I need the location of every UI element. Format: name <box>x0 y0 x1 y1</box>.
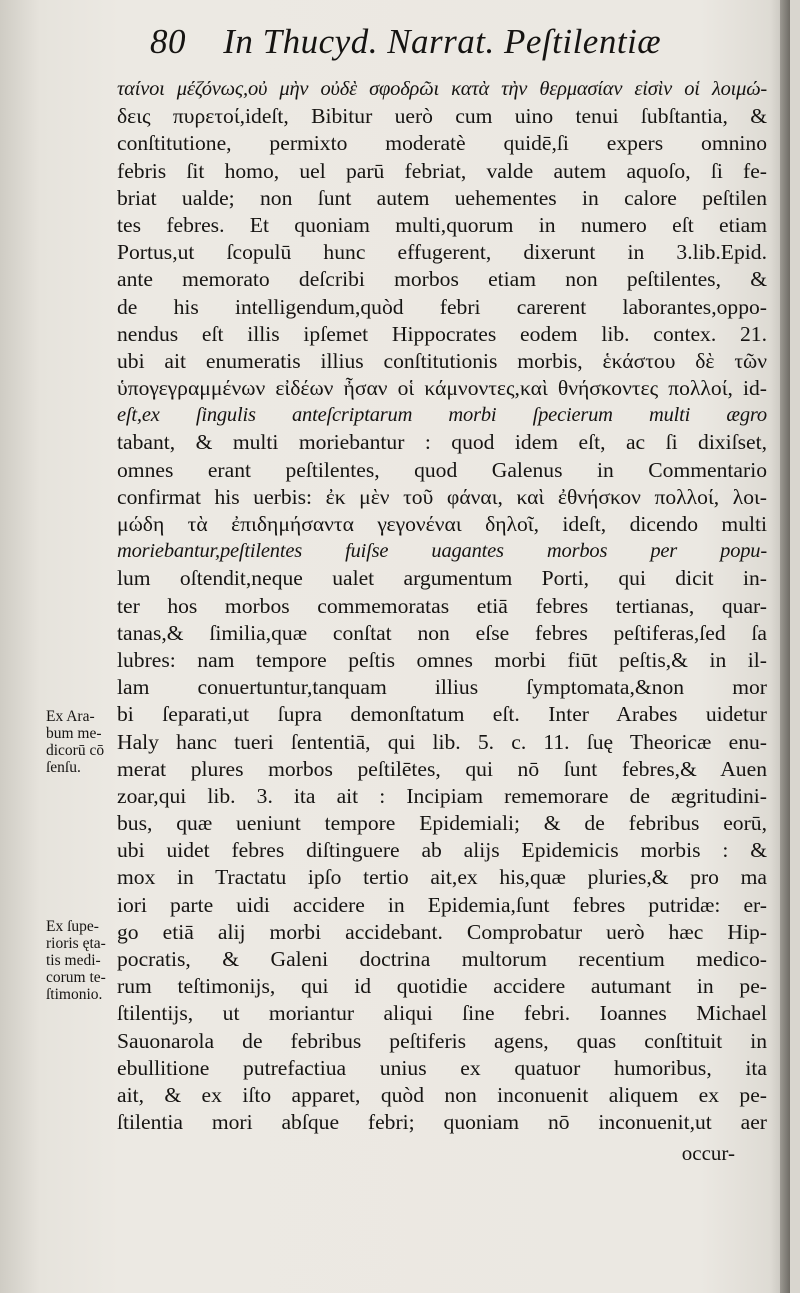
marginal-note-line: dicorū cō <box>46 742 105 759</box>
text-line: ſtilentia mori abſque febri; quoniam nō inconuenit,ut aer <box>117 1110 767 1135</box>
page-number: 80 <box>150 22 186 61</box>
text-line: nendus eſt illis ipſemet Hippocrates eodem lib. contex. 21. <box>117 321 767 346</box>
text-line: moriebantur,peſtilentes fuiſse uagantes morbos per popu- <box>117 540 767 563</box>
text-line: omnes erant peſtilentes, quod Galenus in Commentario <box>117 457 767 482</box>
text-line: febris ſit homo, uel parū febriat, valde autem aquoſo, ſi fe- <box>117 158 767 183</box>
text-line: lam conuertuntur,tanquam illius ſymptomata,&non mor <box>117 675 767 700</box>
text-line: de his intelligendum,quòd febri carerent laborantes,oppo- <box>117 294 767 319</box>
marginal-note-line: ſenſu. <box>46 759 81 776</box>
marginal-note-line: rioris ęta- <box>46 935 106 952</box>
text-line: bus, quæ ueniunt tempore Epidemiali; & de febribus eorū, <box>117 811 767 836</box>
text-line: ſtilentijs, ut moriantur aliqui ſine febri. Ioannes Michael <box>117 1001 767 1026</box>
text-line: tabant, & multi moriebantur : quod idem eſt, ac ſi dixiſset, <box>117 430 767 455</box>
running-title: In Thucyd. Narrat. Peſtilentiæ <box>223 22 662 61</box>
marginal-note-line: Ex Ara- <box>46 708 95 725</box>
text-line: Portus,ut ſcopulū hunc effugerent, dixerunt in 3.lib.Epid. <box>117 240 767 265</box>
text-line: merat plures morbos peſtilētes, qui nō ſunt febres,& Auen <box>117 756 767 781</box>
text-line: ταίνοι μέζόνως,οὐ μὴν οὐδὲ σφοδρῶι κατὰ τὴν θερμασίαν εἰσὶν οἱ λοιμώ- <box>117 78 767 100</box>
text-line: δεις πυρετοί,ideſt, Bibitur uerò cum uino tenui ſubſtantia, & <box>117 104 767 129</box>
text-line: ubi ait enumeratis illius conſtitutionis morbis, ἑκάστου δὲ τῶν <box>117 348 767 373</box>
marginal-note <box>46 918 126 1003</box>
marginal-note-line: ſtimonio. <box>46 986 103 1003</box>
text-line: briat ualde; non ſunt autem uehementes in calore peſtilen <box>117 185 767 210</box>
text-line: ait, & ex iſto apparet, quòd non inconuenit aliquem ex pe- <box>117 1082 767 1107</box>
text-line: mox in Tractatu ipſo tertio ait,ex his,quæ pluries,& pro ma <box>117 865 767 890</box>
text-line: bi ſeparati,ut ſupra demonſtatum eſt. Inter Arabes uidetur <box>117 702 767 727</box>
text-line: tes febres. Et quoniam multi,quorum in numero eſt etiam <box>117 212 767 237</box>
marginal-note-line: tis medi- <box>46 952 101 969</box>
page-edge <box>780 0 790 1293</box>
marginal-note <box>46 708 126 776</box>
text-line: confirmat his uerbis: ἐκ μὲν τοῦ φάναι, καὶ ἐθνήσκον πολλοί, λοι- <box>117 484 767 509</box>
text-line: ante memorato deſcribi morbos etiam non peſtilentes, & <box>117 267 767 292</box>
text-line: tanas,& ſimilia,quæ conſtat non eſse febres peſtiferas,ſed ſa <box>117 620 767 645</box>
text-line: pocratis, & Galeni doctrina multorum recentium medico- <box>117 947 767 971</box>
marginal-note-line: bum me- <box>46 725 102 742</box>
text-line: Sauonarola de febribus peſtiferis agens, quas conſtituit in <box>117 1028 767 1053</box>
marginal-note-line: Ex ſupe- <box>46 918 99 935</box>
text-line: Haly hanc tueri ſententiā, qui lib. 5. c. 11. ſuę Theoricæ enu- <box>117 729 767 754</box>
text-line: lum oſtendit,neque ualet argumentum Porti, qui dicit in- <box>117 566 767 591</box>
text-line: zoar,qui lib. 3. ita ait : Incipiam rememorare de ægritudini- <box>117 783 767 808</box>
text-line: eſt,ex ſingulis anteſcriptarum morbi ſpecierum multi ægro <box>117 404 767 427</box>
text-line: lubres: nam tempore peſtis omnes morbi fiūt peſtis,& in il- <box>117 647 767 672</box>
text-line: conſtitutione, permixto moderatè quidē,ſi expers omnino <box>117 131 767 156</box>
text-line: ὑπογεγραμμένων εἰδέων ἦσαν οἱ κάμνοντες,καὶ θνήσκοντες πολλοί, id- <box>117 376 767 401</box>
main-text-block <box>117 76 767 1136</box>
text-line: μώδη τὰ ἐπιδημήσαντα γεγονέναι δηλοῖ, ideſt, dicendo multi <box>117 512 767 536</box>
text-line: go etiā alij morbi accidebant. Comprobatur uerò hæc Hip- <box>117 919 767 944</box>
text-line: ter hos morbos commemoratas etiā febres tertianas, quar- <box>117 593 767 618</box>
text-line: ebullitione putrefactiua unius ex quatuor humoribus, ita <box>117 1055 767 1080</box>
text-line: iori parte uidi accidere in Epidemia,ſunt febres putridæ: er- <box>117 892 767 917</box>
text-line: rum teſtimonijs, qui id quotidie accidere autumant in pe- <box>117 974 767 999</box>
running-head <box>150 22 710 68</box>
catchword: occur- <box>681 1141 735 1165</box>
text-line: ubi uidet febres diſtinguere ab alijs Epidemicis morbis : & <box>117 838 767 863</box>
marginal-note-line: corum te- <box>46 969 106 986</box>
